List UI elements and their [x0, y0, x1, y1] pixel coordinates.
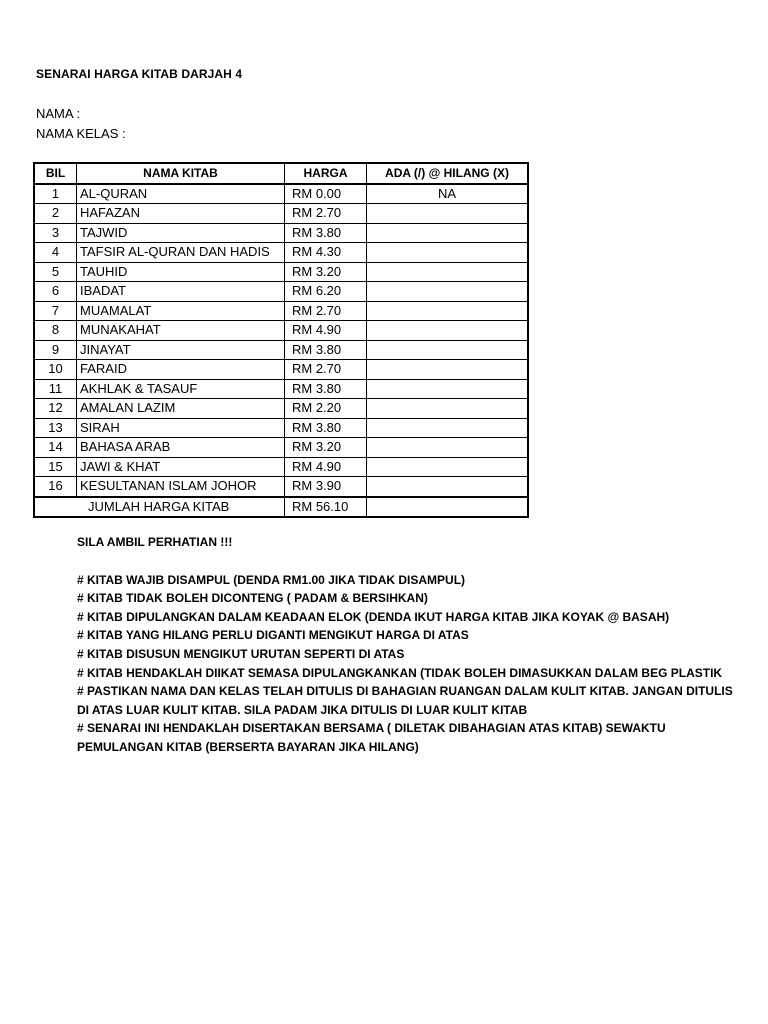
total-row	[34, 497, 528, 518]
note-line: # KITAB TIDAK BOLEH DICONTENG ( PADAM & BERSIHKAN)	[77, 591, 428, 606]
table-row	[34, 477, 528, 497]
cell-ada-hilang	[367, 457, 529, 477]
cell-bil: 8	[34, 321, 77, 341]
notes-list	[77, 571, 747, 757]
header-nama-kitab: NAMA KITAB	[77, 163, 285, 184]
book-price-table	[33, 162, 529, 518]
note-line: # KITAB WAJIB DISAMPUL (DENDA RM1.00 JIKA TIDAK DISAMPUL)	[77, 572, 466, 587]
cell-harga: RM 2.70	[285, 301, 367, 321]
document-title: SENARAI HARGA KITAB DARJAH 4	[36, 67, 243, 81]
cell-bil: 15	[34, 457, 77, 477]
note-line: # KITAB HENDAKLAH DIIKAT SEMASA DIPULANGKANKAN (TIDAK BOLEH DIMASUKKAN DALAM BEG PLASTIK	[77, 665, 723, 680]
cell-nama-kitab: TAJWID	[77, 223, 285, 243]
cell-ada-hilang	[367, 301, 529, 321]
cell-ada-hilang	[367, 399, 529, 419]
cell-bil: 11	[34, 379, 77, 399]
cell-nama-kitab: BAHASA ARAB	[77, 438, 285, 458]
table-body	[34, 184, 528, 518]
cell-ada-hilang	[367, 262, 529, 282]
cell-bil: 9	[34, 340, 77, 360]
cell-ada-hilang	[367, 282, 529, 302]
cell-ada-hilang	[367, 243, 529, 263]
table-row	[34, 379, 528, 399]
cell-harga: RM 4.30	[285, 243, 367, 263]
cell-nama-kitab: HAFAZAN	[77, 204, 285, 224]
cell-ada-hilang	[367, 321, 529, 341]
cell-ada-hilang	[367, 438, 529, 458]
cell-harga: RM 3.80	[285, 379, 367, 399]
cell-nama-kitab: JAWI & KHAT	[77, 457, 285, 477]
table-row	[34, 360, 528, 380]
note-line: # KITAB YANG HILANG PERLU DIGANTI MENGIKUT HARGA DI ATAS	[77, 628, 469, 643]
cell-harga: RM 3.80	[285, 418, 367, 438]
header-harga: HARGA	[285, 163, 367, 184]
table-header-row	[34, 163, 528, 184]
cell-ada-hilang	[367, 477, 529, 497]
cell-nama-kitab: AL-QURAN	[77, 184, 285, 204]
table-row	[34, 418, 528, 438]
note-line: # PASTIKAN NAMA DAN KELAS TELAH DITULIS DI BAHAGIAN RUANGAN DALAM KULIT KITAB. JANGAN DITULIS DI ATAS LUAR KULIT KITAB. SILA PADAM JIKA DITULIS DI LUAR KULIT KITAB	[77, 684, 733, 717]
table-row	[34, 243, 528, 263]
cell-bil: 14	[34, 438, 77, 458]
cell-nama-kitab: IBADAT	[77, 282, 285, 302]
cell-ada-hilang: NA	[367, 184, 529, 204]
cell-harga: RM 3.80	[285, 340, 367, 360]
cell-harga: RM 3.80	[285, 223, 367, 243]
header-ada-hilang: ADA (/) @ HILANG (X)	[367, 163, 529, 184]
cell-nama-kitab: AMALAN LAZIM	[77, 399, 285, 419]
note-line: # SENARAI INI HENDAKLAH DISERTAKAN BERSAMA ( DILETAK DIBAHAGIAN ATAS KITAB) SEWAKTU PEMULANGAN KITAB (BERSERTA BAYARAN JIKA HILANG)	[77, 721, 666, 754]
header-bil: BIL	[34, 163, 77, 184]
cell-bil: 13	[34, 418, 77, 438]
nama-field-label: NAMA :	[36, 106, 81, 121]
cell-harga: RM 2.20	[285, 399, 367, 419]
cell-nama-kitab: MUAMALAT	[77, 301, 285, 321]
table-row	[34, 262, 528, 282]
cell-ada-hilang	[367, 379, 529, 399]
cell-harga: RM 3.20	[285, 262, 367, 282]
cell-nama-kitab: JINAYAT	[77, 340, 285, 360]
cell-bil: 1	[34, 184, 77, 204]
cell-nama-kitab: TAUHID	[77, 262, 285, 282]
table-row	[34, 438, 528, 458]
total-harga: RM 56.10	[285, 497, 367, 518]
notes-heading: SILA AMBIL PERHATIAN !!!	[77, 535, 233, 549]
cell-ada-hilang	[367, 360, 529, 380]
cell-harga: RM 0.00	[285, 184, 367, 204]
cell-bil: 3	[34, 223, 77, 243]
cell-bil: 10	[34, 360, 77, 380]
cell-ada-hilang	[367, 223, 529, 243]
table-row	[34, 399, 528, 419]
cell-bil: 12	[34, 399, 77, 419]
nama-kelas-field-label: NAMA KELAS :	[36, 126, 126, 141]
table-row	[34, 282, 528, 302]
table-row	[34, 457, 528, 477]
cell-bil: 5	[34, 262, 77, 282]
cell-harga: RM 3.90	[285, 477, 367, 497]
cell-bil: 6	[34, 282, 77, 302]
cell-harga: RM 6.20	[285, 282, 367, 302]
table-row	[34, 301, 528, 321]
cell-harga: RM 2.70	[285, 204, 367, 224]
cell-harga: RM 3.20	[285, 438, 367, 458]
cell-ada-hilang	[367, 340, 529, 360]
cell-bil: 2	[34, 204, 77, 224]
cell-harga: RM 4.90	[285, 321, 367, 341]
cell-nama-kitab: AKHLAK & TASAUF	[77, 379, 285, 399]
cell-nama-kitab: KESULTANAN ISLAM JOHOR	[77, 477, 285, 497]
table-row	[34, 223, 528, 243]
table-row	[34, 321, 528, 341]
table-row	[34, 340, 528, 360]
table-row	[34, 184, 528, 204]
cell-harga: RM 4.90	[285, 457, 367, 477]
cell-ada-hilang	[367, 418, 529, 438]
table-row	[34, 204, 528, 224]
cell-harga: RM 2.70	[285, 360, 367, 380]
cell-bil: 16	[34, 477, 77, 497]
cell-ada-hilang	[367, 204, 529, 224]
total-label: JUMLAH HARGA KITAB	[34, 497, 285, 518]
notes-section	[77, 533, 747, 757]
cell-nama-kitab: FARAID	[77, 360, 285, 380]
cell-nama-kitab: MUNAKAHAT	[77, 321, 285, 341]
cell-bil: 4	[34, 243, 77, 263]
total-ada-empty	[367, 497, 529, 518]
cell-nama-kitab: TAFSIR AL-QURAN DAN HADIS	[77, 243, 285, 263]
cell-bil: 7	[34, 301, 77, 321]
note-line: # KITAB DIPULANGKAN DALAM KEADAAN ELOK (DENDA IKUT HARGA KITAB JIKA KOYAK @ BASAH)	[77, 609, 670, 624]
cell-nama-kitab: SIRAH	[77, 418, 285, 438]
note-line: # KITAB DISUSUN MENGIKUT URUTAN SEPERTI DI ATAS	[77, 646, 405, 661]
